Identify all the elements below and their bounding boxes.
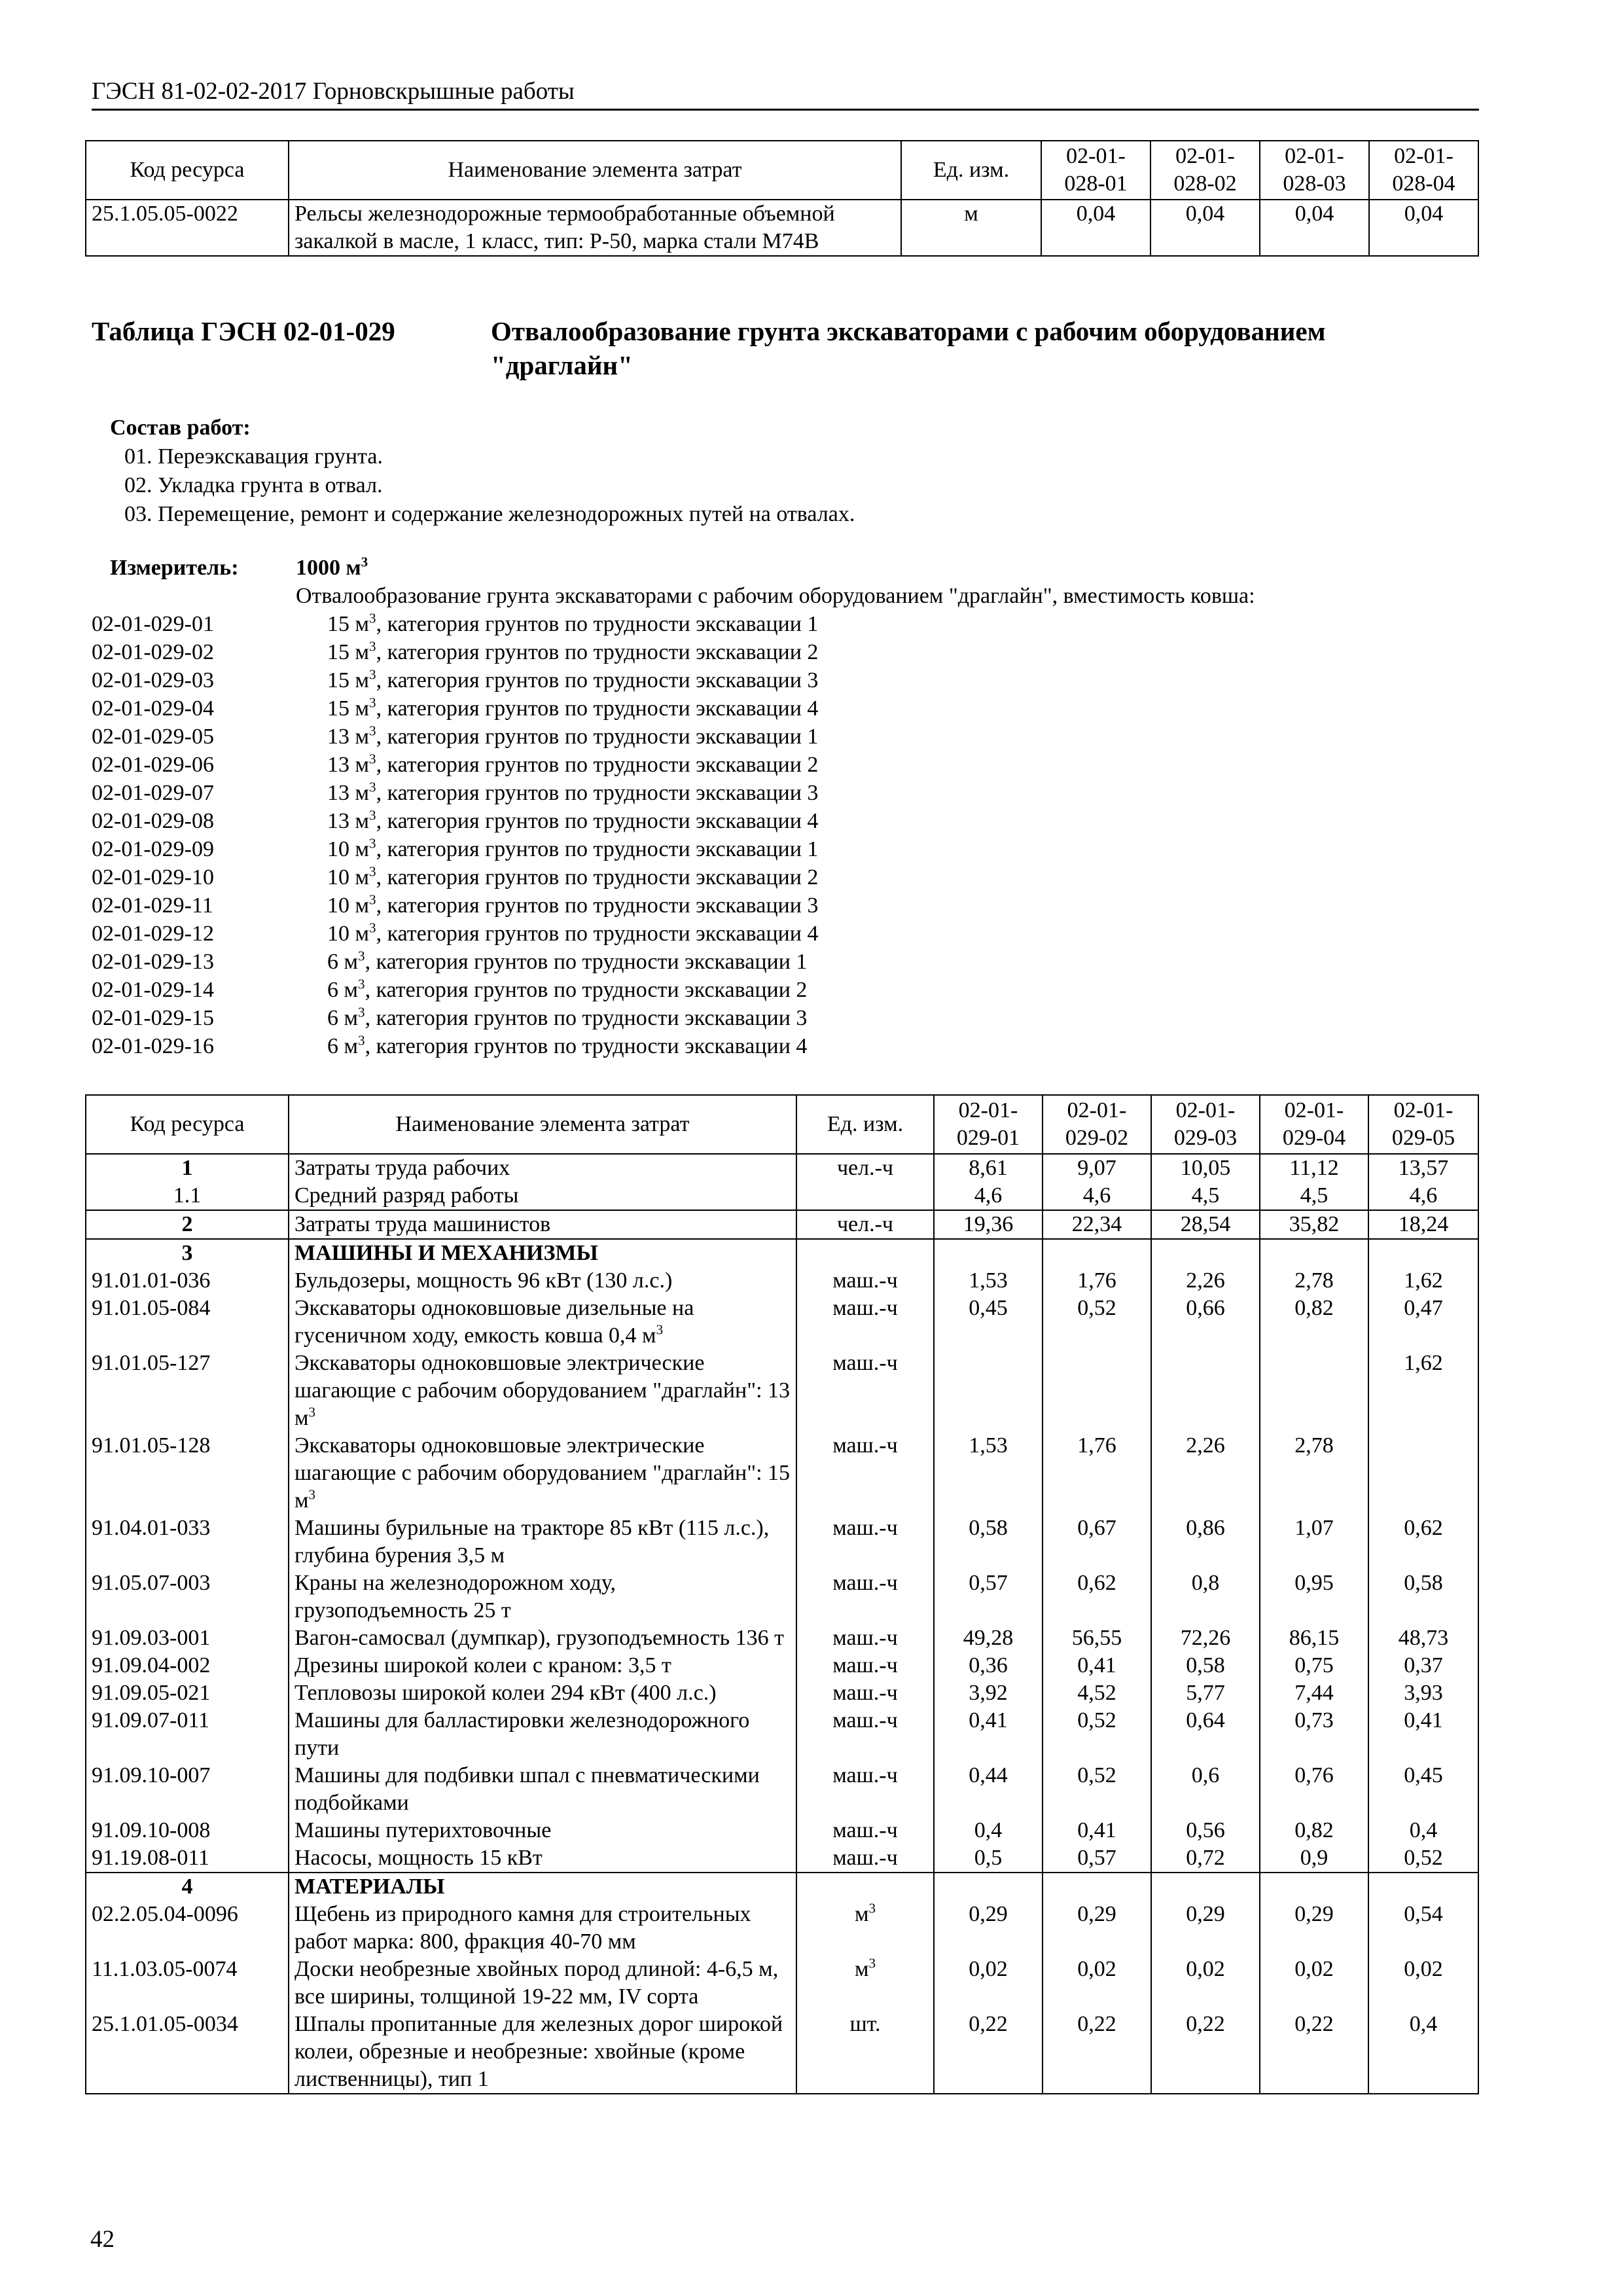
resource-value: 0,5 xyxy=(934,1844,1043,1873)
resource-value: 0,62 xyxy=(1043,1570,1151,1624)
column-header: 02-01-028-04 xyxy=(1369,141,1478,200)
resource-name: Затраты труда рабочих xyxy=(289,1154,796,1182)
measure-label: Измеритель: xyxy=(110,556,239,580)
resource-unit xyxy=(796,1873,934,1901)
column-header: Наименование элемента затрат xyxy=(289,1095,796,1154)
variant-row xyxy=(92,1004,1479,1032)
table-row xyxy=(86,1817,1478,1844)
table-row xyxy=(86,1350,1478,1432)
variant-row xyxy=(92,807,1479,835)
resource-value: 22,34 xyxy=(1043,1210,1151,1239)
table-header-row xyxy=(86,1095,1478,1154)
resource-code: 11.1.03.05-0074 xyxy=(86,1956,289,2011)
resource-value: 0,22 xyxy=(1260,2011,1368,2094)
resource-unit: маш.-ч xyxy=(796,1652,934,1679)
variant-text: 10 $м^3$, категория грунтов по трудности экскавации 2 xyxy=(327,863,819,889)
resource-value: 0,56 xyxy=(1151,1817,1260,1844)
resource-value: 0,02 xyxy=(1043,1956,1151,2011)
table-row xyxy=(86,1154,1478,1182)
table-row xyxy=(86,2011,1478,2094)
variant-text: 15 $м^3$, категория грунтов по трудности экскавации 1 xyxy=(327,610,819,636)
resource-value: 11,12 xyxy=(1260,1154,1368,1182)
resource-unit: маш.-ч xyxy=(796,1515,934,1570)
table-row xyxy=(86,200,1478,256)
resource-value: 0,44 xyxy=(934,1762,1043,1817)
table-row xyxy=(86,1652,1478,1679)
resource-unit: маш.-ч xyxy=(796,1432,934,1515)
resource-code: 91.01.05-084 xyxy=(86,1295,289,1350)
resource-code: 02.2.05.04-0096 xyxy=(86,1901,289,1956)
variant-row xyxy=(92,723,1479,751)
variant-code: 02-01-029-01 xyxy=(92,612,214,636)
measure-block xyxy=(92,554,1479,1060)
resource-value: 0,8 xyxy=(1151,1570,1260,1624)
resource-value: 0,82 xyxy=(1260,1295,1368,1350)
resource-code: 91.05.07-003 xyxy=(86,1570,289,1624)
resource-value: 0,58 xyxy=(1368,1570,1478,1624)
column-header: 02-01-029-03 xyxy=(1151,1095,1260,1154)
resource-value: 0,04 xyxy=(1260,200,1369,256)
resource-value: 0,76 xyxy=(1260,1762,1368,1817)
resource-value: 0,02 xyxy=(934,1956,1043,2011)
variant-row xyxy=(92,835,1479,863)
resource-code: 91.09.07-011 xyxy=(86,1707,289,1762)
resource-value: 0,04 xyxy=(1041,200,1150,256)
variant-text: 13 $м^3$, категория грунтов по трудности экскавации 4 xyxy=(327,807,819,833)
resource-name: Тепловозы широкой колеи 294 кВт (400 л.с.) xyxy=(289,1679,796,1707)
resource-value: 0,52 xyxy=(1368,1844,1478,1873)
resource-unit: шт. xyxy=(796,2011,934,2094)
table-row xyxy=(86,1844,1478,1873)
table-code: Таблица ГЭСН 02-01-029 xyxy=(92,316,395,346)
work-composition xyxy=(110,414,855,529)
resource-value: 4,6 xyxy=(1368,1182,1478,1210)
variant-text: 6 $м^3$, категория грунтов по трудности экскавации 3 xyxy=(327,1004,808,1030)
resource-code: 1.1 xyxy=(86,1182,289,1210)
variant-text: 6 $м^3$, категория грунтов по трудности экскавации 2 xyxy=(327,976,808,1002)
column-header: 02-01-028-01 xyxy=(1041,141,1150,200)
resource-value: 86,15 xyxy=(1260,1624,1368,1652)
resource-value: 0,66 xyxy=(1151,1295,1260,1350)
composition-item: 03. Перемещение, ремонт и содержание железнодорожных путей на отвалах. xyxy=(124,502,855,526)
resource-value: 0,41 xyxy=(1043,1652,1151,1679)
resource-value: 0,29 xyxy=(1260,1901,1368,1956)
variant-row xyxy=(92,638,1479,666)
composition-heading: Состав работ: xyxy=(110,416,251,440)
resource-value xyxy=(1151,1350,1260,1432)
resource-code: 91.09.10-007 xyxy=(86,1762,289,1817)
resource-value: 0,02 xyxy=(1151,1956,1260,2011)
resource-value: 49,28 xyxy=(934,1624,1043,1652)
variant-text: 13 $м^3$, категория грунтов по трудности экскавации 1 xyxy=(327,723,819,749)
resource-code: 4 xyxy=(86,1873,289,1901)
resource-value: 1,62 xyxy=(1368,1350,1478,1432)
variant-text: 10 $м^3$, категория грунтов по трудности экскавации 1 xyxy=(327,835,819,861)
resource-value: 7,44 xyxy=(1260,1679,1368,1707)
resource-name: Насосы, мощность 15 кВт xyxy=(289,1844,796,1873)
table-row xyxy=(86,1295,1478,1350)
column-header: 02-01-028-03 xyxy=(1260,141,1369,200)
resource-unit: $м^3$ xyxy=(796,1956,934,2011)
resource-value xyxy=(1368,1432,1478,1515)
resource-table-029 xyxy=(85,1094,1479,2094)
resource-value: 0,04 xyxy=(1150,200,1260,256)
table-row xyxy=(86,1873,1478,1901)
resource-value: 0,47 xyxy=(1368,1295,1478,1350)
column-header: 02-01-029-05 xyxy=(1368,1095,1478,1154)
column-header: 02-01-028-02 xyxy=(1150,141,1260,200)
resource-value: 18,24 xyxy=(1368,1210,1478,1239)
resource-name: Экскаваторы одноковшовые дизельные на гусеничном ходу, емкость ковша 0,4 $м^3$ xyxy=(289,1295,796,1350)
resource-unit: маш.-ч xyxy=(796,1295,934,1350)
resource-value: 0,62 xyxy=(1368,1515,1478,1570)
resource-value: 1,53 xyxy=(934,1432,1043,1515)
variant-code: 02-01-029-11 xyxy=(92,893,213,918)
variant-code: 02-01-029-03 xyxy=(92,668,214,692)
resource-name: Затраты труда машинистов xyxy=(289,1210,796,1239)
resource-code: 3 xyxy=(86,1239,289,1267)
variant-row xyxy=(92,863,1479,891)
variant-text: 15 $м^3$, категория грунтов по трудности экскавации 2 xyxy=(327,638,819,664)
variant-text: 10 $м^3$, категория грунтов по трудности экскавации 4 xyxy=(327,920,819,946)
table-body xyxy=(86,1154,1478,2094)
table-row xyxy=(86,1515,1478,1570)
resource-value: 0,64 xyxy=(1151,1707,1260,1762)
resource-value: 0,4 xyxy=(1368,2011,1478,2094)
resource-name: Краны на железнодорожном ходу, грузоподъемность 25 т xyxy=(289,1570,796,1624)
resource-value: 72,26 xyxy=(1151,1624,1260,1652)
resource-value: 0,29 xyxy=(934,1901,1043,1956)
resource-value: 35,82 xyxy=(1260,1210,1368,1239)
resource-value: 2,78 xyxy=(1260,1432,1368,1515)
resource-code: 91.09.03-001 xyxy=(86,1624,289,1652)
column-header: 02-01-029-04 xyxy=(1260,1095,1368,1154)
variant-text: 6 $м^3$, категория грунтов по трудности экскавации 1 xyxy=(327,948,808,974)
resource-name: Машины бурильные на тракторе 85 кВт (115 л.с.), глубина бурения 3,5 м xyxy=(289,1515,796,1570)
variant-row xyxy=(92,1032,1479,1060)
table-row xyxy=(86,1210,1478,1239)
resource-value: 5,77 xyxy=(1151,1679,1260,1707)
resource-code: 91.09.05-021 xyxy=(86,1679,289,1707)
resource-value: 4,52 xyxy=(1043,1679,1151,1707)
table-header-row xyxy=(86,141,1478,200)
resource-value: 0,4 xyxy=(1368,1817,1478,1844)
variant-row xyxy=(92,920,1479,948)
resource-value: 0,22 xyxy=(1043,2011,1151,2094)
column-header: Код ресурса xyxy=(86,141,289,200)
table-row xyxy=(86,1679,1478,1707)
variant-code: 02-01-029-16 xyxy=(92,1034,214,1058)
variant-text: 13 $м^3$, категория грунтов по трудности экскавации 3 xyxy=(327,779,819,805)
measure-description: Отвалообразование грунта экскаваторами с рабочим оборудованием "драглайн", вместимость ковша: xyxy=(296,584,1255,608)
resource-name: Доски необрезные хвойных пород длиной: 4-6,5 м, все ширины, толщиной 19-22 мм, IV сорта xyxy=(289,1956,796,2011)
variant-code: 02-01-029-10 xyxy=(92,865,214,889)
resource-value: 0,22 xyxy=(934,2011,1043,2094)
resource-name: Бульдозеры, мощность 96 кВт (130 л.с.) xyxy=(289,1267,796,1295)
column-header: Наименование элемента затрат xyxy=(289,141,901,200)
resource-unit xyxy=(796,1182,934,1210)
resource-table-028 xyxy=(85,140,1479,257)
resource-value: 0,02 xyxy=(1260,1956,1368,2011)
page-number: 42 xyxy=(90,2226,115,2253)
resource-name: Средний разряд работы xyxy=(289,1182,796,1210)
variant-code: 02-01-029-09 xyxy=(92,837,214,861)
resource-name: Машины путерихтовочные xyxy=(289,1817,796,1844)
composition-item: 02. Укладка грунта в отвал. xyxy=(124,473,383,497)
variant-code: 02-01-029-12 xyxy=(92,922,214,946)
resource-code: 91.04.01-033 xyxy=(86,1515,289,1570)
resource-value: 0,41 xyxy=(1043,1817,1151,1844)
resource-value: 2,78 xyxy=(1260,1267,1368,1295)
resource-value: 4,6 xyxy=(1043,1182,1151,1210)
resource-value: 0,02 xyxy=(1368,1956,1478,2011)
resource-value xyxy=(1368,1873,1478,1901)
resource-value xyxy=(1043,1873,1151,1901)
variant-row xyxy=(92,779,1479,807)
variant-row xyxy=(92,948,1479,976)
variant-code: 02-01-029-06 xyxy=(92,753,214,777)
column-header: Код ресурса xyxy=(86,1095,289,1154)
column-header: Ед. изм. xyxy=(901,141,1041,200)
variant-text: 10 $м^3$, категория грунтов по трудности экскавации 3 xyxy=(327,891,819,918)
resource-code: 91.19.08-011 xyxy=(86,1844,289,1873)
resource-name: Экскаваторы одноковшовые электрические шагающие с рабочим оборудованием "драглайн": 15 $м^3$ xyxy=(289,1432,796,1515)
resource-value: 56,55 xyxy=(1043,1624,1151,1652)
resource-value: 9,07 xyxy=(1043,1154,1151,1182)
resource-code: 25.1.05.05-0022 xyxy=(86,200,289,256)
variant-row xyxy=(92,751,1479,779)
resource-value: 0,4 xyxy=(934,1817,1043,1844)
resource-value: 0,95 xyxy=(1260,1570,1368,1624)
resource-value xyxy=(934,1873,1043,1901)
resource-value: 0,82 xyxy=(1260,1817,1368,1844)
variant-row xyxy=(92,891,1479,920)
resource-value: 13,57 xyxy=(1368,1154,1478,1182)
resource-value: 0,75 xyxy=(1260,1652,1368,1679)
variant-code: 02-01-029-07 xyxy=(92,781,214,805)
resource-name: Машины для балластировки железнодорожного пути xyxy=(289,1707,796,1762)
resource-value: 19,36 xyxy=(934,1210,1043,1239)
resource-value: 0,45 xyxy=(1368,1762,1478,1817)
resource-value xyxy=(1151,1873,1260,1901)
resource-code: 91.01.01-036 xyxy=(86,1267,289,1295)
resource-value xyxy=(1260,1873,1368,1901)
resource-name: Дрезины широкой колеи с краном: 3,5 т xyxy=(289,1652,796,1679)
resource-value: 0,29 xyxy=(1151,1901,1260,1956)
resource-code: 91.09.10-008 xyxy=(86,1817,289,1844)
resource-value xyxy=(1260,1350,1368,1432)
resource-value: 0,57 xyxy=(1043,1844,1151,1873)
variant-row xyxy=(92,976,1479,1004)
resource-value: 0,54 xyxy=(1368,1901,1478,1956)
table-row xyxy=(86,1432,1478,1515)
column-header: Ед. изм. xyxy=(796,1095,934,1154)
resource-name: МАТЕРИАЛЫ xyxy=(289,1873,796,1901)
resource-name: Щебень из природного камня для строительных работ марка: 800, фракция 40-70 мм xyxy=(289,1901,796,1956)
resource-unit: маш.-ч xyxy=(796,1762,934,1817)
resource-value: 10,05 xyxy=(1151,1154,1260,1182)
resource-value: 0,41 xyxy=(1368,1707,1478,1762)
resource-unit: чел.-ч xyxy=(796,1210,934,1239)
resource-code: 91.09.04-002 xyxy=(86,1652,289,1679)
variant-row xyxy=(92,666,1479,694)
resource-unit: маш.-ч xyxy=(796,1679,934,1707)
resource-code: 1 xyxy=(86,1154,289,1182)
resource-value xyxy=(934,1350,1043,1432)
variant-text: 13 $м^3$, категория грунтов по трудности экскавации 2 xyxy=(327,751,819,777)
resource-value: 4,5 xyxy=(1151,1182,1260,1210)
resource-value: 3,92 xyxy=(934,1679,1043,1707)
resource-value: 0,04 xyxy=(1369,200,1478,256)
variant-code: 02-01-029-02 xyxy=(92,640,214,664)
resource-unit xyxy=(796,1239,934,1267)
resource-value xyxy=(934,1239,1043,1267)
table-row xyxy=(86,1267,1478,1295)
variant-code: 02-01-029-05 xyxy=(92,725,214,749)
resource-value: 0,37 xyxy=(1368,1652,1478,1679)
resource-name: Экскаваторы одноковшовые электрические шагающие с рабочим оборудованием "драглайн": 13 $м^3$ xyxy=(289,1350,796,1432)
resource-value: 28,54 xyxy=(1151,1210,1260,1239)
resource-value: 8,61 xyxy=(934,1154,1043,1182)
variant-code: 02-01-029-04 xyxy=(92,696,214,721)
resource-value xyxy=(1260,1239,1368,1267)
resource-name: МАШИНЫ И МЕХАНИЗМЫ xyxy=(289,1239,796,1267)
resource-value: 0,73 xyxy=(1260,1707,1368,1762)
resource-unit: маш.-ч xyxy=(796,1267,934,1295)
resource-value: 0,58 xyxy=(934,1515,1043,1570)
resource-value: 2,26 xyxy=(1151,1432,1260,1515)
resource-name: Машины для подбивки шпал с пневматическими подбойками xyxy=(289,1762,796,1817)
resource-value: 1,76 xyxy=(1043,1267,1151,1295)
resource-value: 3,93 xyxy=(1368,1679,1478,1707)
variant-code: 02-01-029-15 xyxy=(92,1006,214,1030)
resource-value: 4,6 xyxy=(934,1182,1043,1210)
column-header: 02-01-029-02 xyxy=(1043,1095,1151,1154)
variant-row xyxy=(92,694,1479,723)
variant-text: 6 $м^3$, категория грунтов по трудности экскавации 4 xyxy=(327,1032,808,1058)
table-row xyxy=(86,1182,1478,1210)
resource-value: 1,07 xyxy=(1260,1515,1368,1570)
variant-row xyxy=(92,610,1479,638)
resource-unit: маш.-ч xyxy=(796,1570,934,1624)
resource-value xyxy=(1043,1239,1151,1267)
resource-name: Вагон-самосвал (думпкар), грузоподъемность 136 т xyxy=(289,1624,796,1652)
resource-value: 0,52 xyxy=(1043,1295,1151,1350)
resource-unit: маш.-ч xyxy=(796,1707,934,1762)
table-row xyxy=(86,1956,1478,2011)
resource-code: 2 xyxy=(86,1210,289,1239)
resource-value xyxy=(1043,1350,1151,1432)
composition-item: 01. Переэкскавация грунта. xyxy=(124,444,383,469)
resource-value xyxy=(1368,1239,1478,1267)
resource-value: 0,9 xyxy=(1260,1844,1368,1873)
resource-value: 0,52 xyxy=(1043,1707,1151,1762)
resource-value: 2,26 xyxy=(1151,1267,1260,1295)
resource-value: 1,62 xyxy=(1368,1267,1478,1295)
resource-value: 0,58 xyxy=(1151,1652,1260,1679)
measure-unit: 1000 $м^3$ xyxy=(296,554,368,580)
table-row xyxy=(86,1624,1478,1652)
resource-value: 0,22 xyxy=(1151,2011,1260,2094)
variant-text: 15 $м^3$, категория грунтов по трудности экскавации 3 xyxy=(327,666,819,692)
resource-value: 0,45 xyxy=(934,1295,1043,1350)
resource-value: 0,72 xyxy=(1151,1844,1260,1873)
variant-code: 02-01-029-08 xyxy=(92,809,214,833)
resource-value: 0,52 xyxy=(1043,1762,1151,1817)
variant-code: 02-01-029-14 xyxy=(92,978,214,1002)
variant-code: 02-01-029-13 xyxy=(92,950,214,974)
resource-unit: м xyxy=(901,200,1041,256)
resource-value: 0,67 xyxy=(1043,1515,1151,1570)
table-row xyxy=(86,1570,1478,1624)
resource-value: 0,41 xyxy=(934,1707,1043,1762)
resource-unit: маш.-ч xyxy=(796,1817,934,1844)
variant-text: 15 $м^3$, категория грунтов по трудности экскавации 4 xyxy=(327,694,819,721)
resource-value: 48,73 xyxy=(1368,1624,1478,1652)
table-name: Отвалообразование грунта экскаваторами с рабочим оборудованием "драглайн" xyxy=(491,316,1326,380)
table-row xyxy=(86,1707,1478,1762)
resource-code: 25.1.01.05-0034 xyxy=(86,2011,289,2094)
column-header: 02-01-029-01 xyxy=(934,1095,1043,1154)
resource-name: Рельсы железнодорожные термообработанные объемной закалкой в масле, 1 класс, тип: Р-50, марка стали М74В xyxy=(289,200,901,256)
resource-unit: маш.-ч xyxy=(796,1844,934,1873)
resource-unit: маш.-ч xyxy=(796,1350,934,1432)
resource-value: 4,5 xyxy=(1260,1182,1368,1210)
resource-value: 0,6 xyxy=(1151,1762,1260,1817)
table-row xyxy=(86,1239,1478,1267)
resource-name: Шпалы пропитанные для железных дорог широкой колеи, обрезные и необрезные: хвойные (кроме лиственницы), тип 1 xyxy=(289,2011,796,2094)
resource-value: 0,86 xyxy=(1151,1515,1260,1570)
running-header: ГЭСН 81-02-02-2017 Горновскрышные работы xyxy=(92,77,1479,111)
resource-value: 1,76 xyxy=(1043,1432,1151,1515)
resource-code: 91.01.05-127 xyxy=(86,1350,289,1432)
resource-code: 91.01.05-128 xyxy=(86,1432,289,1515)
resource-unit: маш.-ч xyxy=(796,1624,934,1652)
resource-value: 0,29 xyxy=(1043,1901,1151,1956)
table-row xyxy=(86,1901,1478,1956)
resource-unit: чел.-ч xyxy=(796,1154,934,1182)
resource-value: 0,57 xyxy=(934,1570,1043,1624)
table-row xyxy=(86,1762,1478,1817)
resource-unit: $м^3$ xyxy=(796,1901,934,1956)
resource-value xyxy=(1151,1239,1260,1267)
resource-value: 1,53 xyxy=(934,1267,1043,1295)
resource-value: 0,36 xyxy=(934,1652,1043,1679)
